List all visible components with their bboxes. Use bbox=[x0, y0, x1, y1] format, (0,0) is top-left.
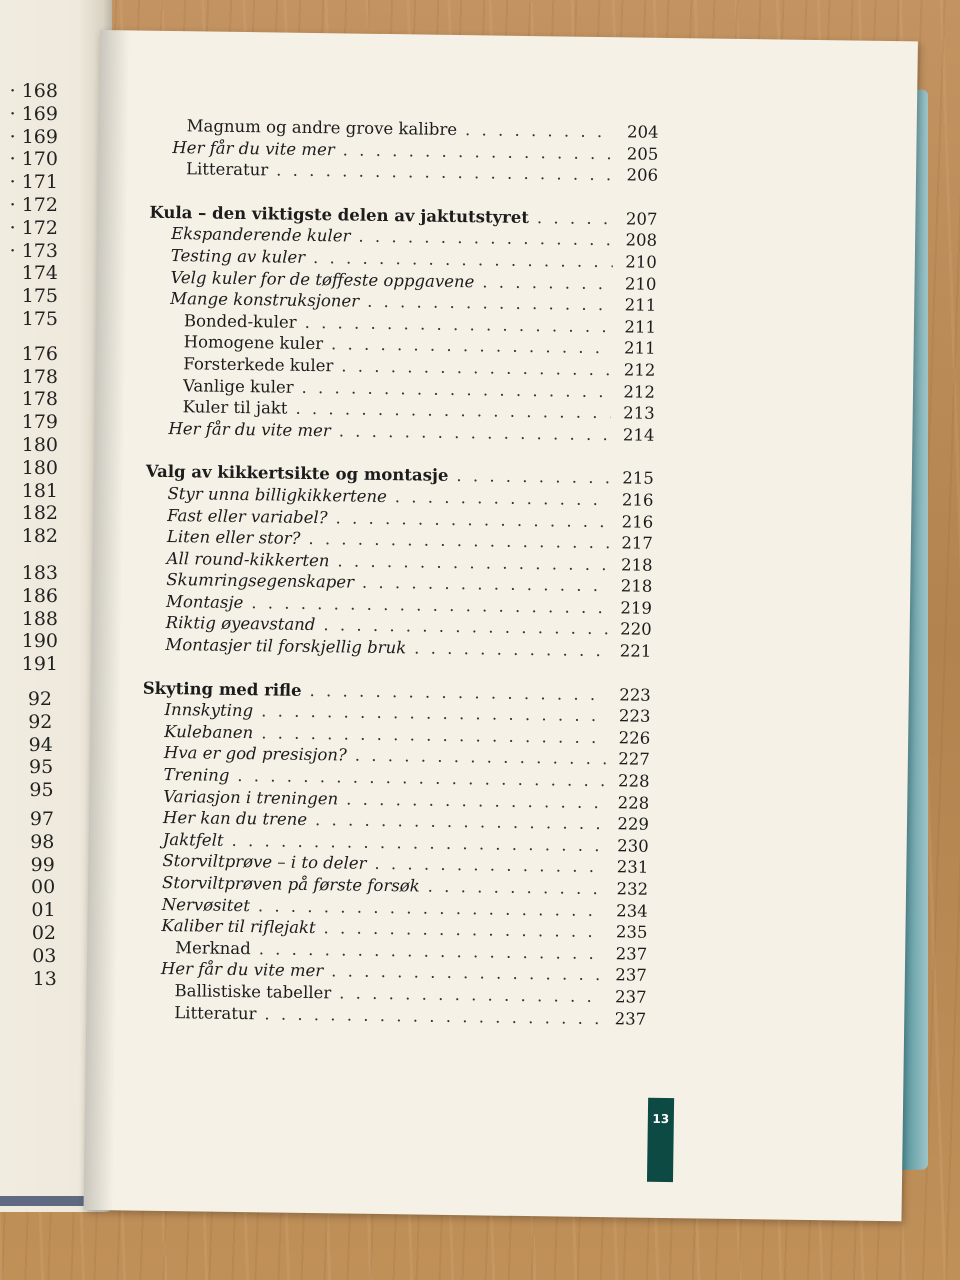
toc-entry-title: Skumringsegenskaper bbox=[166, 570, 355, 592]
left-page-number: 174 bbox=[21, 262, 58, 285]
left-page-number: 178 bbox=[21, 365, 58, 388]
toc-entry-page: 215 bbox=[622, 468, 654, 489]
left-page-number: 176 bbox=[21, 342, 58, 365]
toc-leader-dots bbox=[465, 119, 615, 143]
left-page-number: 03 bbox=[32, 944, 57, 967]
toc-entry-title: Valg av kikkertsikte og montasje bbox=[145, 461, 449, 486]
toc-entry-title: Trening bbox=[163, 764, 230, 785]
left-page-number: 92 bbox=[27, 688, 52, 710]
toc-entry-title: Liten eller stor? bbox=[166, 527, 301, 548]
left-page-number: 186 bbox=[21, 584, 58, 607]
toc-section bbox=[143, 461, 654, 662]
toc-entry-page: 208 bbox=[625, 230, 658, 251]
toc-entry-page: 205 bbox=[626, 143, 659, 164]
toc-entry-page: 213 bbox=[623, 403, 655, 423]
toc-entry-title: Storviltprøve – i to deler bbox=[162, 851, 367, 874]
toc-entry-title: Magnum og andre grove kalibre bbox=[186, 116, 458, 139]
toc-leader-dots bbox=[339, 420, 611, 445]
toc-entry-title: Kulebanen bbox=[164, 721, 254, 743]
toc-entry-title: Ballistiske tabeller bbox=[174, 981, 332, 1003]
toc-section bbox=[150, 115, 659, 187]
left-page-number: · 169 bbox=[9, 102, 58, 125]
toc-entry-page: 218 bbox=[620, 576, 653, 597]
toc-entry-title: Innskyting bbox=[164, 700, 254, 721]
toc-entry-title: Variasjon i treningen bbox=[163, 786, 339, 809]
toc-entry-page: 219 bbox=[620, 598, 653, 618]
toc-entry-page: 217 bbox=[621, 533, 654, 553]
toc-section bbox=[146, 201, 657, 446]
toc-entry-page: 226 bbox=[618, 728, 651, 748]
left-page-number: 180 bbox=[21, 434, 58, 456]
toc-entry-page: 231 bbox=[616, 857, 649, 878]
toc-entry-title: Jaktfelt bbox=[162, 829, 224, 850]
toc-entry-title: Her får du vite mer bbox=[168, 418, 331, 440]
toc-entry-title: All round-kikkerten bbox=[166, 548, 330, 570]
toc-leader-dots bbox=[428, 876, 605, 900]
toc-entry-page: 232 bbox=[616, 879, 649, 899]
left-page-number: · 169 bbox=[9, 125, 58, 148]
toc-leader-dots bbox=[456, 465, 610, 489]
toc-entry-page: 234 bbox=[616, 900, 648, 921]
left-page-number: 00 bbox=[31, 876, 56, 899]
toc-entry-page: 229 bbox=[617, 814, 650, 834]
left-page-number: · 168 bbox=[9, 80, 58, 102]
toc-entry-page: 227 bbox=[618, 749, 650, 770]
left-page-number: · 171 bbox=[9, 171, 58, 194]
toc-entry-page: 210 bbox=[625, 252, 657, 272]
left-page-number: 180 bbox=[21, 456, 58, 479]
toc-entry-page: 204 bbox=[626, 122, 659, 142]
left-page-number: 98 bbox=[30, 830, 55, 853]
toc-entry-page: 212 bbox=[623, 381, 656, 402]
toc-entry-page: 223 bbox=[618, 706, 651, 727]
toc-entry-page: 207 bbox=[625, 209, 658, 229]
left-page-number: 95 bbox=[29, 779, 54, 802]
left-page-number: · 172 bbox=[9, 194, 58, 216]
table-of-contents bbox=[138, 115, 659, 1052]
page-number: 13 bbox=[652, 1111, 670, 1127]
toc-entry-title: Bonded-kuler bbox=[183, 310, 297, 332]
toc-entry-title: Montasje bbox=[165, 591, 244, 612]
left-page-number: 181 bbox=[21, 479, 58, 502]
toc-entry-title: Kula – den viktigste delen av jaktutstyret bbox=[149, 202, 530, 227]
toc-leader-dots bbox=[374, 853, 604, 878]
toc-entry-page: 216 bbox=[621, 490, 654, 510]
toc-entry-title: Vanlige kuler bbox=[182, 375, 294, 397]
left-page-number: 92 bbox=[28, 710, 53, 733]
toc-entry-title: Riktig øyeavstand bbox=[165, 613, 316, 635]
toc-leader-dots bbox=[395, 486, 610, 511]
toc-entry-title: Storviltprøven på første forsøk bbox=[161, 872, 420, 896]
toc-entry-page: 210 bbox=[624, 273, 657, 294]
toc-entry-page: 211 bbox=[623, 338, 656, 359]
toc-entry-title: Her kan du trene bbox=[162, 808, 308, 830]
left-page-number: 01 bbox=[31, 899, 56, 922]
left-page-number: 175 bbox=[21, 285, 58, 308]
left-page-number: 191 bbox=[21, 653, 58, 676]
left-page-number: · 172 bbox=[9, 216, 58, 239]
toc-entry-page: 211 bbox=[624, 295, 657, 315]
toc-entry-title: Mange konstruksjoner bbox=[170, 289, 360, 311]
right-page bbox=[84, 30, 918, 1221]
toc-entry-page: 228 bbox=[617, 792, 650, 813]
toc-leader-dots bbox=[414, 638, 607, 662]
toc-leader-dots bbox=[264, 1003, 602, 1029]
left-page-number: 02 bbox=[31, 922, 56, 944]
toc-entry-page: 223 bbox=[619, 684, 651, 705]
toc-entry-title: Litteratur bbox=[185, 159, 269, 180]
toc-section bbox=[138, 677, 651, 1030]
toc-entry-page: 212 bbox=[623, 360, 656, 380]
toc-entry-title: Montasjer til forskjellig bruk bbox=[165, 635, 407, 658]
toc-entry-title: Merknad bbox=[175, 937, 251, 958]
toc-entry-title: Nervøsitet bbox=[161, 894, 251, 915]
toc-entry-title: Kuler til jakt bbox=[182, 397, 288, 418]
toc-entry-title: Skyting med rifle bbox=[142, 678, 302, 700]
toc-entry-page: 228 bbox=[617, 771, 650, 791]
toc-entry-page: 230 bbox=[617, 836, 649, 856]
left-page-number: 175 bbox=[21, 308, 58, 330]
toc-entry-page: 235 bbox=[615, 922, 648, 942]
left-page-number: 95 bbox=[29, 756, 54, 779]
left-page-number: 179 bbox=[21, 411, 58, 434]
left-page-number: 183 bbox=[21, 562, 58, 584]
left-page-number: 190 bbox=[21, 630, 58, 653]
toc-entry-title: Her får du vite mer bbox=[172, 137, 335, 159]
toc-entry-page: 216 bbox=[621, 511, 654, 532]
toc-entry-page: 220 bbox=[620, 619, 652, 640]
toc-entry-title: Fast eller variabel? bbox=[167, 505, 328, 527]
left-page-number: 182 bbox=[21, 525, 58, 548]
toc-entry-page: 237 bbox=[614, 987, 647, 1007]
toc-entry-title: Litteratur bbox=[174, 1002, 257, 1023]
toc-entry-title: Velg kuler for de tøffeste oppgavene bbox=[170, 267, 475, 291]
left-page-number: · 173 bbox=[9, 239, 58, 262]
toc-entry-page: 211 bbox=[624, 317, 657, 337]
left-page-number: 94 bbox=[28, 733, 53, 756]
toc-entry-title: Her får du vite mer bbox=[160, 959, 324, 981]
left-page-number: 188 bbox=[21, 607, 58, 630]
toc-entry-page: 237 bbox=[615, 965, 647, 986]
toc-entry-page: 237 bbox=[614, 1008, 647, 1029]
left-page-number: 182 bbox=[21, 502, 58, 525]
toc-entry-title: Homogene kuler bbox=[183, 332, 324, 354]
toc-entry-page: 218 bbox=[620, 555, 653, 575]
left-page-number: 13 bbox=[32, 967, 57, 990]
toc-entry-title: Kaliber til riflejakt bbox=[161, 916, 316, 938]
toc-entry-page: 221 bbox=[619, 641, 652, 661]
toc-leader-dots bbox=[482, 271, 612, 294]
left-page-number: 178 bbox=[21, 388, 58, 411]
left-page-number: · 170 bbox=[9, 148, 58, 171]
toc-entry-page: 206 bbox=[626, 165, 659, 185]
toc-entry-title: Forsterkede kuler bbox=[183, 354, 334, 376]
toc-leader-dots bbox=[537, 207, 614, 230]
toc-entry-title: Ekspanderende kuler bbox=[171, 224, 351, 246]
toc-entry-title: Testing av kuler bbox=[170, 245, 306, 267]
page-number-tab bbox=[647, 1098, 674, 1182]
toc-entry-title: Hva er god presisjon? bbox=[163, 743, 347, 765]
left-page-number: 97 bbox=[29, 808, 54, 830]
toc-entry-page: 237 bbox=[615, 944, 648, 964]
toc-entry-page: 214 bbox=[622, 425, 655, 445]
left-page-number: 99 bbox=[30, 853, 55, 876]
toc-leader-dots bbox=[276, 160, 614, 186]
toc-entry-title: Styr unna billigkikkertene bbox=[167, 483, 387, 506]
